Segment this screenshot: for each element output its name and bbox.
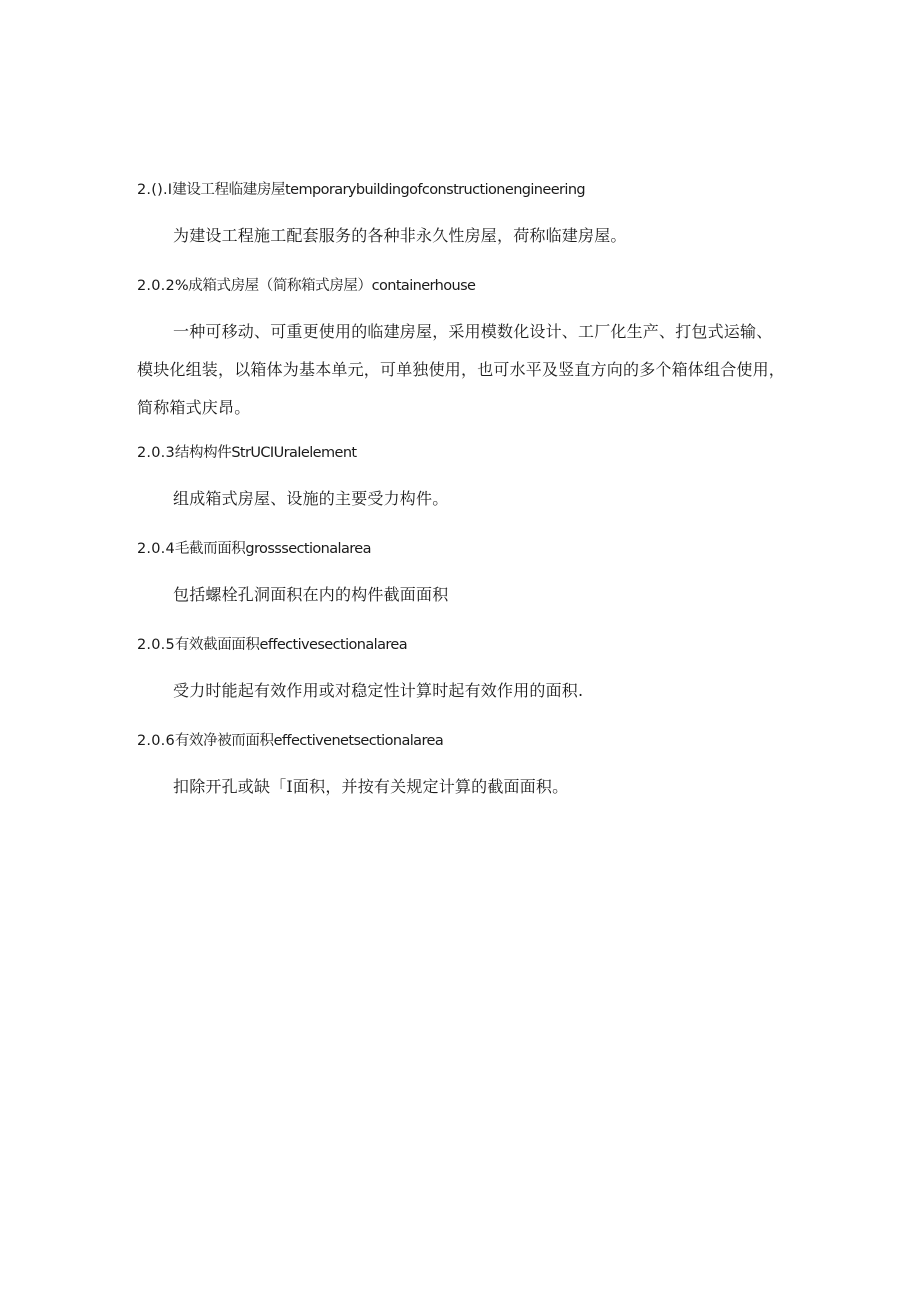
term-heading-2-0-3: [137, 443, 837, 463]
term-chinese: 结构构件: [174, 445, 232, 461]
term-chinese: 毛截而面积: [174, 541, 246, 557]
term-number: 2.().I: [137, 182, 173, 198]
term-english: containerhouse: [371, 278, 476, 294]
term-definition-2-0-6: 扣除开孔或缺「I面积，并按有关规定计算的截面面积。: [173, 777, 569, 796]
term-heading-2-0-4: [137, 539, 837, 559]
term-chinese: 有效净被而面积: [174, 733, 274, 749]
term-english: StrUCIUraIelement: [231, 445, 357, 461]
term-number: 2.0.3: [137, 445, 175, 461]
term-chinese: %成箱式房屋（简称箱式房屋）: [174, 278, 372, 294]
term-number: 2.0.2: [137, 278, 175, 294]
term-heading-2-0-6: [137, 731, 837, 751]
term-number: 2.0.4: [137, 541, 175, 557]
term-chinese: 建设工程临建房屋: [172, 182, 286, 198]
term-english: temporarybuildingofconstructionengineering: [285, 182, 586, 198]
term-english: grosssectionalarea: [245, 541, 371, 557]
term-chinese: 有效截面面积: [174, 637, 260, 653]
term-definition-2-0-5: 受力时能起有效作用或对稳定性计算时起有效作用的面积.: [173, 681, 584, 700]
term-number: 2.0.6: [137, 733, 175, 749]
term-number: 2.0.5: [137, 637, 175, 653]
term-definition-2-0-2: 一种可移动、可重更使用的临建房屋，采用模数化设计、工厂化生产、打包式运输、模块化组装，以箱体为基本单元，可单独使用，也可水平及竖直方向的多个箱体组合使用，简称箱式庆昂。: [137, 322, 786, 417]
term-definition-2-0-4: 包括螺栓孔洞面积在内的构件截面面积: [173, 585, 449, 604]
term-heading-2-0-1: [137, 180, 837, 200]
term-definition-2-0-3: 组成箱式房屋、设施的主要受力构件。: [173, 489, 449, 508]
term-heading-2-0-2: [137, 276, 837, 296]
term-english: effectivenetsectionalarea: [273, 733, 444, 749]
term-heading-2-0-5: [137, 635, 837, 655]
term-definition-2-0-1: 为建设工程施工配套服务的各种非永久性房屋，荷称临建房屋。: [173, 226, 627, 245]
term-english: effectivesectionalarea: [259, 637, 408, 653]
